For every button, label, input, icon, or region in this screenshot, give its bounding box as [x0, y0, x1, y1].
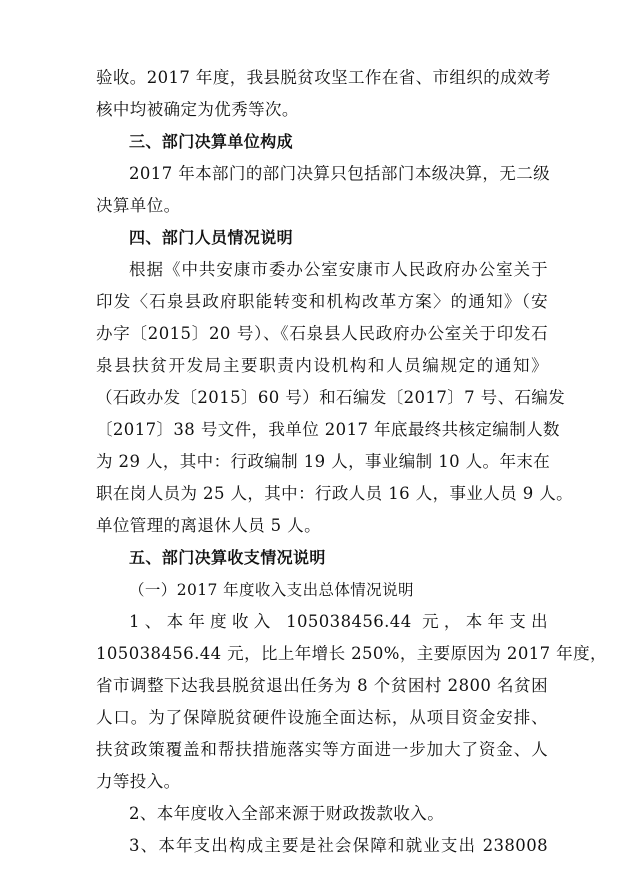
paragraph-line: 核中均被确定为优秀等次。	[96, 100, 299, 119]
paragraph-line: 单位管理的离退休人员 5 人。	[96, 516, 321, 535]
subsection-heading: （一）2017 年度收入支出总体情况说明	[129, 581, 414, 599]
paragraph-line: 根据《中共安康市委办公室安康市人民政府办公室关于	[129, 260, 548, 279]
paragraph-line: 105038456.44 元，比上年增长 250%，主要原因为 2017 年度，	[96, 644, 607, 663]
section-heading: 三、部门决算单位构成	[129, 132, 294, 151]
paragraph-line: 2、本年度收入全部来源于财政拨款收入。	[129, 804, 445, 823]
paragraph-line: 职在岗人员为 25 人，其中：行政人员 16 人，事业人员 9 人。	[96, 484, 574, 503]
paragraph-line: 省市调整下达我县脱贫退出任务为 8 个贫困村 2800 名贫困	[96, 676, 548, 695]
paragraph-line: 泉县扶贫开发局主要职责内设机构和人员编规定的通知》	[96, 356, 548, 375]
paragraph-line: 2017 年本部门的部门决算只包括部门本级决算，无二级	[129, 164, 551, 183]
paragraph-line: 办字〔2015〕20 号）、《石泉县人民政府办公室关于印发石	[96, 324, 548, 343]
paragraph-line: 力等投入。	[96, 772, 181, 791]
paragraph-line: 印发〈石泉县政府职能转变和机构改革方案〉的通知》（安	[96, 292, 548, 311]
document-page	[96, 62, 607, 862]
paragraph-line: 验收。2017 年度，我县脱贫攻坚工作在省、市组织的成效考	[96, 68, 551, 87]
paragraph-line: 扶贫政策覆盖和帮扶措施落实等方面进一步加大了资金、人	[96, 740, 548, 759]
paragraph-line: （石政办发〔2015〕60 号）和石编发〔2017〕7 号、石编发	[96, 388, 566, 407]
section-heading: 四、部门人员情况说明	[129, 228, 294, 247]
paragraph-line: 3、本年支出构成主要是社会保障和就业支出 238008	[129, 836, 548, 855]
paragraph-line: 人口。为了保障脱贫硬件设施全面达标，从项目资金安排、	[96, 708, 548, 727]
paragraph-line: 决算单位。	[96, 196, 181, 215]
paragraph-line: 1、本年度收入 105038456.44 元，本年支出	[129, 612, 548, 631]
paragraph-line: 为 29 人，其中：行政编制 19 人，事业编制 10 人。年末在	[96, 452, 551, 471]
paragraph-line: 〔2017〕38 号文件，我单位 2017 年底最终共核定编制人数	[96, 420, 560, 439]
section-heading: 五、部门决算收支情况说明	[129, 548, 326, 567]
